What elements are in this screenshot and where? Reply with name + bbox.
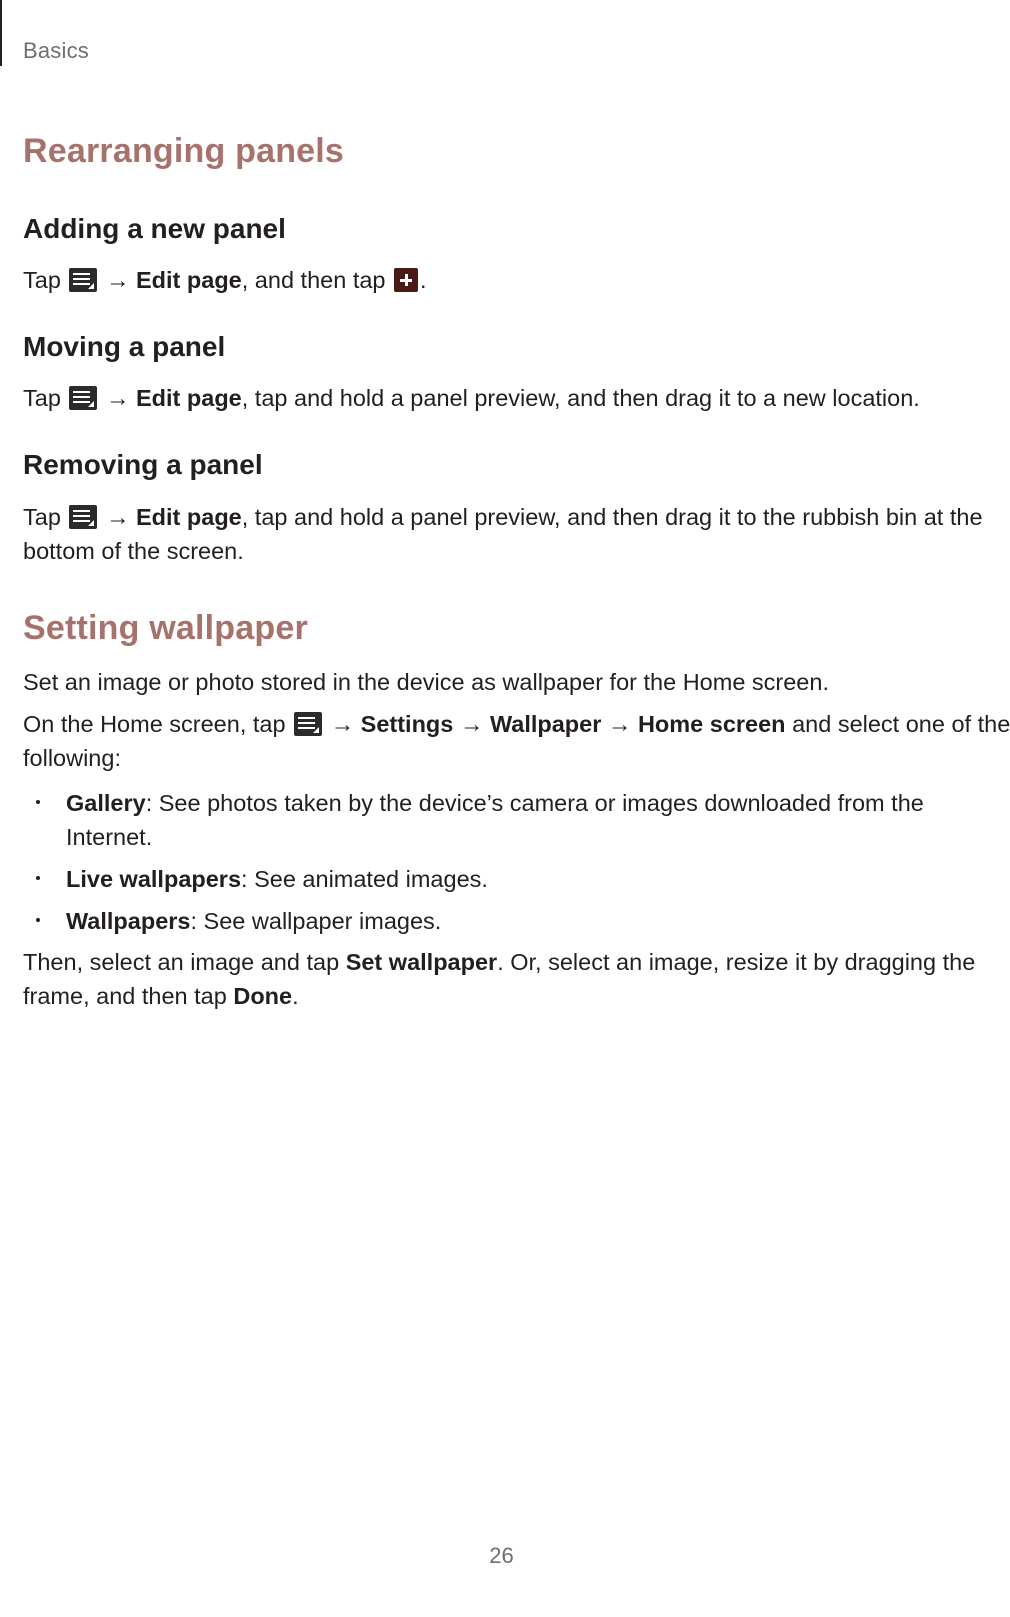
- live-wallpapers-label: Live wallpapers: [66, 866, 242, 892]
- wallpaper-intro-text: Set an image or photo stored in the device as wallpaper for the Home screen.: [23, 669, 829, 695]
- adding-panel-heading: Adding a new panel: [23, 213, 286, 244]
- setting-wallpaper-title: Setting wallpaper: [23, 609, 308, 647]
- set-wallpaper-label: Set wallpaper: [345, 949, 498, 975]
- live-wallpapers-option-text: Live wallpapers: See animated images.: [66, 866, 488, 892]
- page-number: 26: [489, 1543, 514, 1568]
- rearranging-panels-title: Rearranging panels: [23, 132, 345, 170]
- adding-panel-text: Tap → Edit page, and then tap .: [23, 267, 427, 293]
- moving-panel-heading: Moving a panel: [23, 331, 226, 362]
- done-label: Done: [233, 983, 293, 1009]
- removing-panel-text: Tap → Edit page, tap and hold a panel preview, and then drag it to the rubbish bin at the bottom of the screen.: [23, 504, 983, 564]
- bullet-icon: [36, 800, 40, 804]
- add-icon: [394, 268, 418, 292]
- wallpapers-label: Wallpapers: [66, 908, 191, 934]
- gallery-label: Gallery: [66, 790, 146, 816]
- wallpaper-closing-text: Then, select an image and tap Set wallpaper. Or, select an image, resize it by dragging the frame, and then tap Done.: [23, 949, 976, 1009]
- settings-label: Settings: [360, 711, 454, 737]
- gallery-option-text: Gallery: See photos taken by the device’s camera or images downloaded from the Internet.: [66, 790, 924, 850]
- home-screen-label: Home screen: [637, 711, 786, 737]
- edit-page-label: Edit page: [135, 385, 242, 411]
- menu-icon: [69, 268, 97, 292]
- moving-panel-text: Tap → Edit page, tap and hold a panel preview, and then drag it to a new location.: [23, 385, 920, 411]
- edit-page-label: Edit page: [135, 267, 242, 293]
- bullet-icon: [36, 876, 40, 880]
- wallpapers-option-text: Wallpapers: See wallpaper images.: [66, 908, 442, 934]
- menu-icon: [69, 505, 97, 529]
- header-edge-line: [0, 0, 2, 66]
- menu-icon: [69, 386, 97, 410]
- wallpaper-label: Wallpaper: [489, 711, 602, 737]
- menu-icon: [294, 712, 322, 736]
- bullet-icon: [36, 918, 40, 922]
- wallpaper-path-text: On the Home screen, tap → Settings → Wallpaper → Home screen and select one of the following:: [23, 711, 1010, 771]
- edit-page-label: Edit page: [135, 504, 242, 530]
- removing-panel-heading: Removing a panel: [23, 449, 263, 480]
- section-label: Basics: [23, 38, 89, 63]
